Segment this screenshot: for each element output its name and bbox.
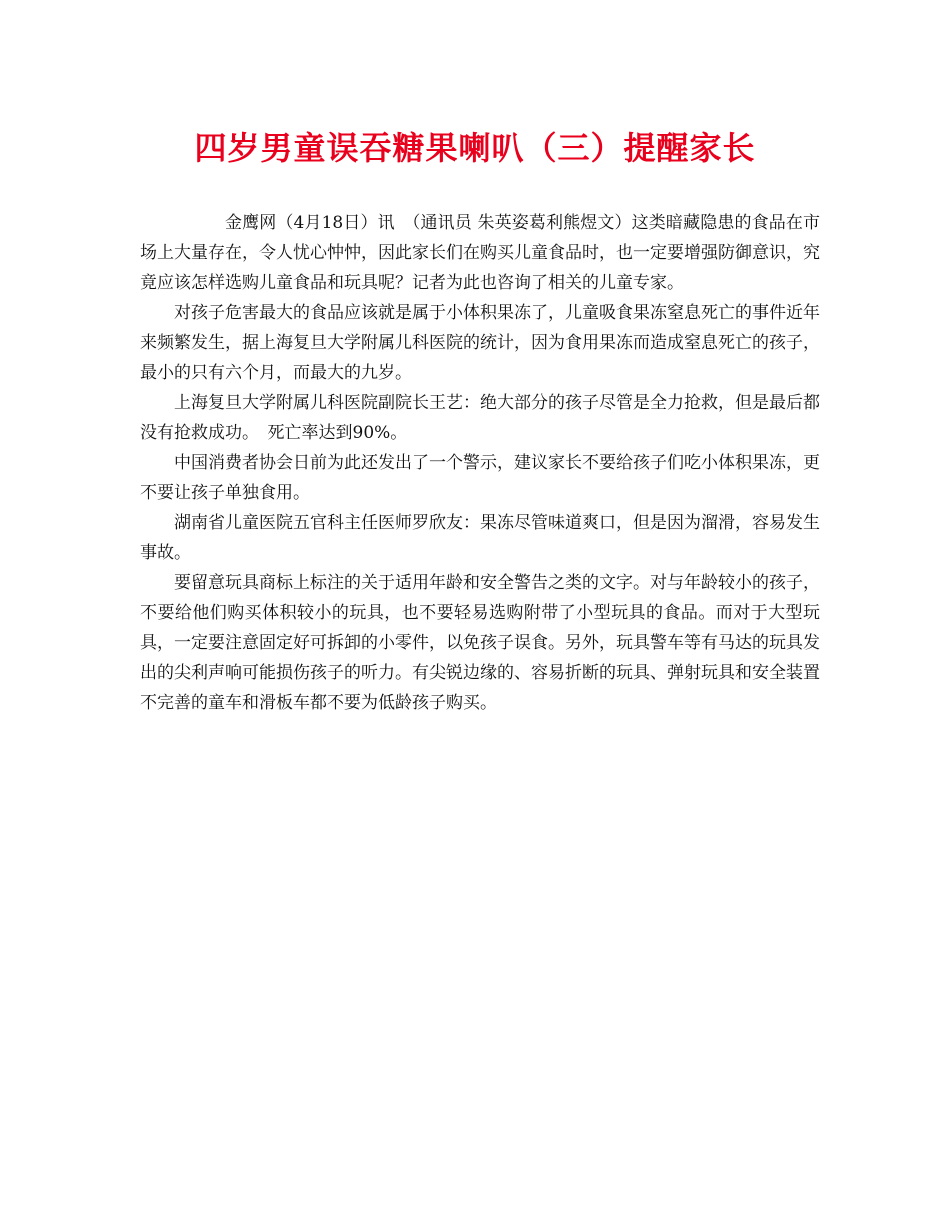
- paragraph-5: 湖南省儿童医院五官科主任医师罗欣友：果冻尽管味道爽口，但是因为溜滑，容易发生事故。: [140, 513, 820, 563]
- paragraph-2: 对孩子危害最大的食品应该就是属于小体积果冻了，儿童吸食果冻窒息死亡的事件近年来频繁发生，据上海复旦大学附属儿科医院的统计，因为食用果冻而造成窒息死亡的孩子，最小的只有六个月，而最大的九岁。: [140, 303, 820, 383]
- paragraph-1: 金鹰网（4月18日）讯 （通讯员 朱英姿葛利熊煜文）这类暗藏隐患的食品在市场上大量存在，令人忧心忡忡，因此家长们在购买儿童食品时，也一定要增强防御意识，究竟应该怎样选购儿童食品和玩具呢？记者为此也咨询了相关的儿童专家。: [140, 213, 820, 293]
- paragraph-4: 中国消费者协会日前为此还发出了一个警示，建议家长不要给孩子们吃小体积果冻，更不要让孩子单独食用。: [140, 453, 820, 503]
- paragraph-6: 要留意玩具商标上标注的关于适用年龄和安全警告之类的文字。对与年龄较小的孩子，不要给他们购买体积较小的玩具，也不要轻易选购附带了小型玩具的食品。而对于大型玩具，一定要注意固定好可拆卸的小零件，以免孩子误食。另外，玩具警车等有马达的玩具发出的尖利声响可能损伤孩子的听力。有尖锐边缘的、容易折断的玩具、弹射玩具和安全装置不完善的童车和滑板车都不要为低龄孩子购买。: [140, 573, 820, 713]
- document-title: 四岁男童误吞糖果喇叭（三）提醒家长: [194, 129, 756, 167]
- paragraph-3: 上海复旦大学附属儿科医院副院长王艺：绝大部分的孩子尽管是全力抢救，但是最后都没有抢救成功。 死亡率达到90%。: [140, 393, 820, 443]
- document-body: [140, 208, 820, 718]
